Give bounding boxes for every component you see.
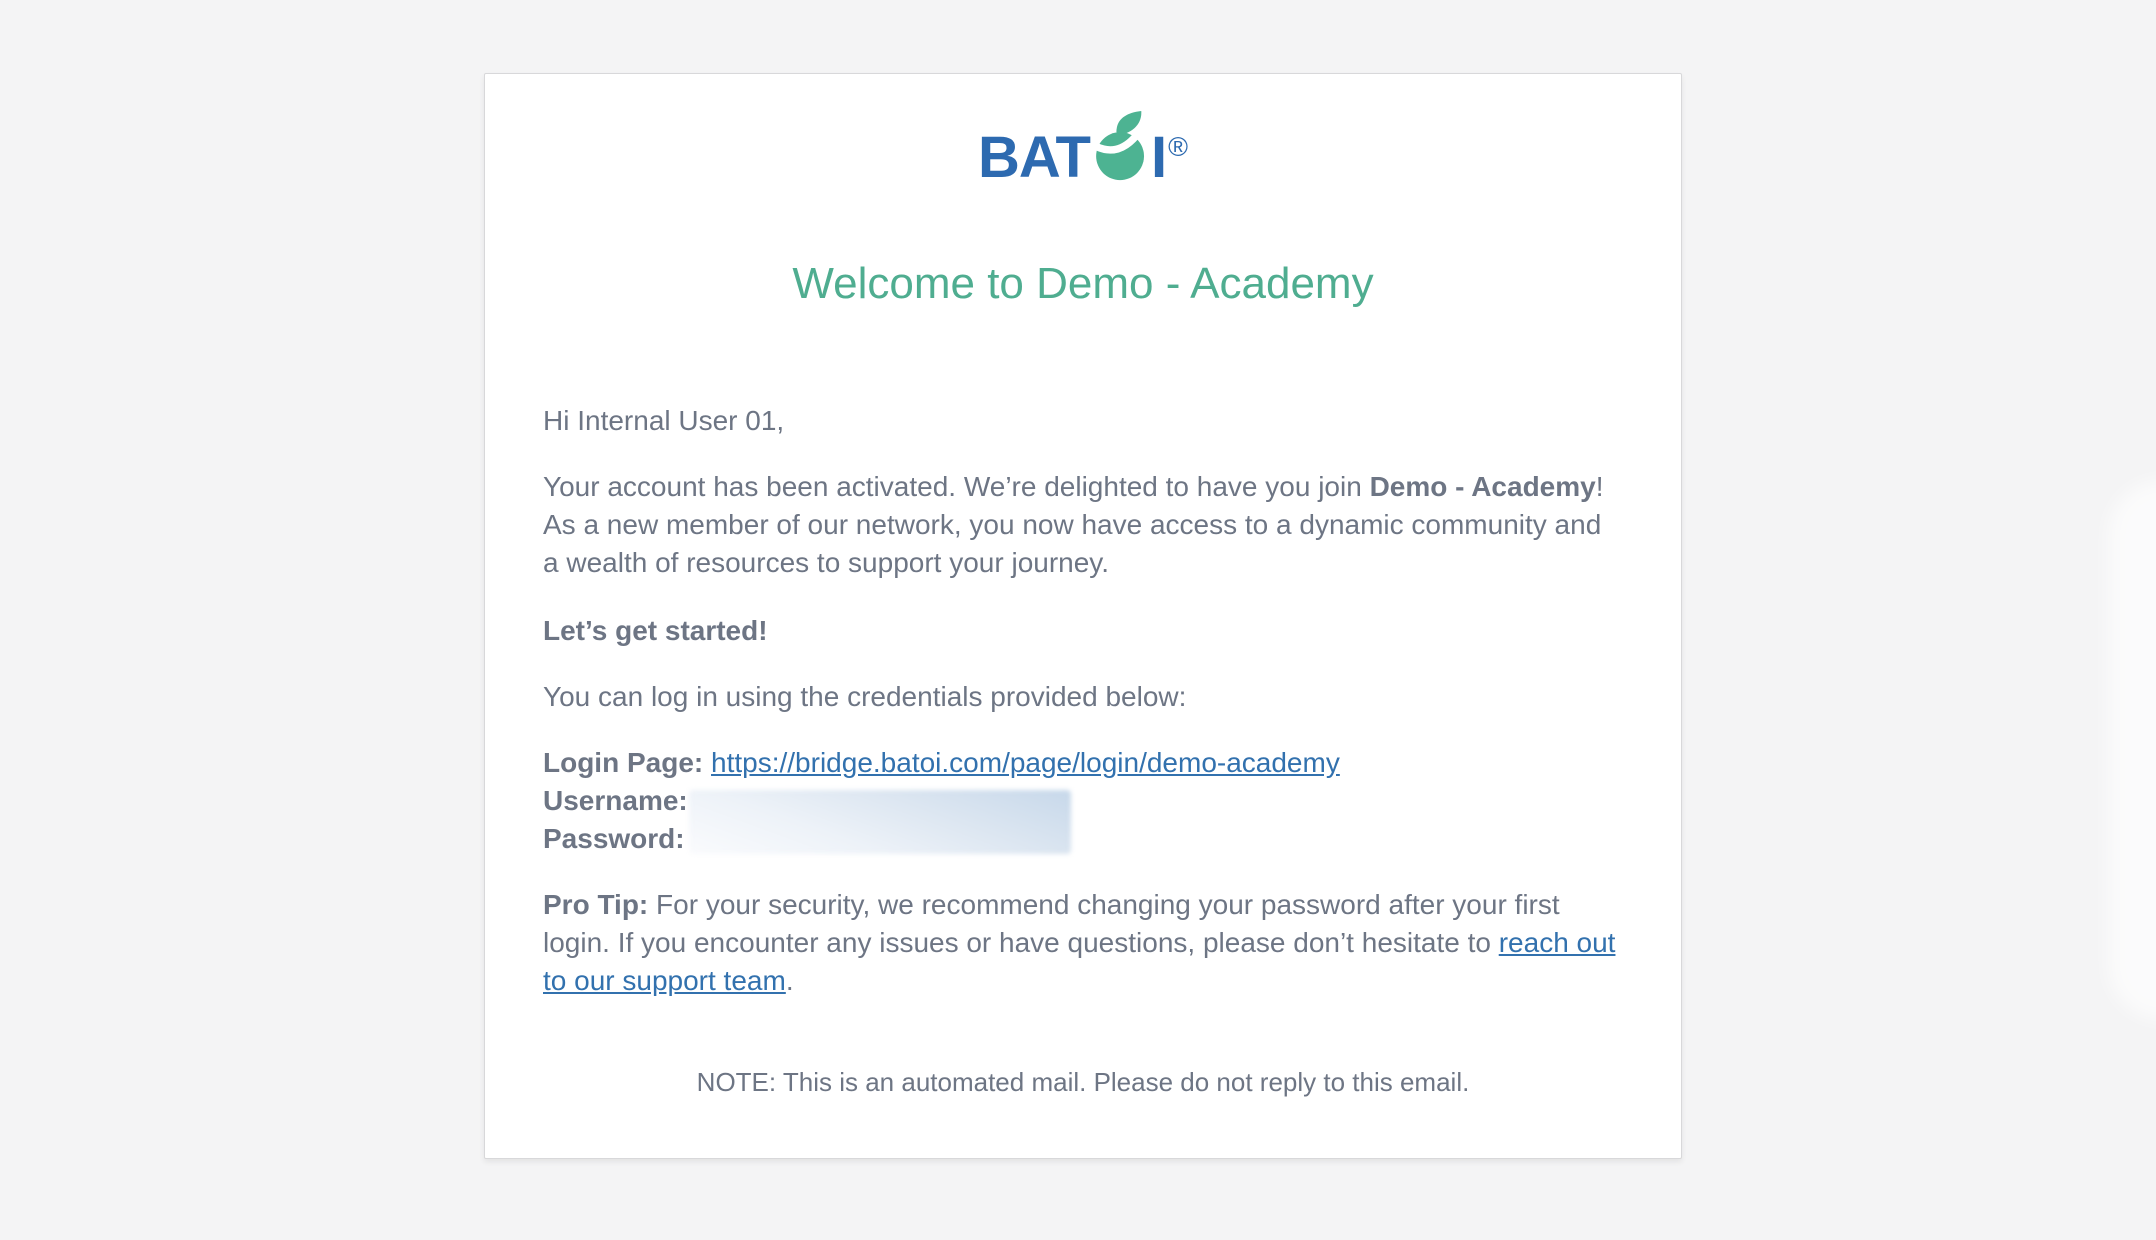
pro-tip-after-link: .	[785, 965, 794, 996]
logo-text-i: I	[1150, 125, 1167, 190]
intro-before-bold: Your account has been activated. We’re delighted to have you join	[543, 471, 1370, 502]
intro-paragraph	[543, 468, 1623, 582]
automated-mail-note: NOTE: This is an automated mail. Please do not reply to this email.	[696, 1067, 1470, 1097]
email-card	[484, 73, 1682, 1159]
credentials-redaction-blur	[689, 790, 1071, 854]
greeting-text: Hi Internal User 01,	[543, 405, 785, 436]
intro-after-bold: ! As a new member of our network, you now have access to a dynamic community and a wealth of resources to support your journey.	[543, 471, 1604, 578]
welcome-heading: Welcome to Demo - Academy	[792, 259, 1374, 308]
username-label: Username:	[543, 785, 688, 816]
pro-tip-text: For your security, we recommend changing your password after your first login. If you encounter any issues or have questions, please don’t hesitate to	[543, 889, 1560, 958]
apple-leaf-icon	[1093, 111, 1149, 181]
login-page-label: Login Page:	[543, 747, 704, 778]
batoi-logo	[543, 127, 1623, 189]
intro-bold-academy-name: Demo - Academy	[1369, 471, 1596, 502]
credentials-block	[543, 744, 1623, 858]
right-edge-highlight	[2108, 480, 2156, 1020]
get-started-text: Let’s get started!	[543, 615, 768, 646]
pro-tip-paragraph	[543, 886, 1623, 1000]
credentials-intro-text: You can log in using the credentials provided below:	[543, 681, 1187, 712]
login-page-link[interactable]: https://bridge.batoi.com/page/login/demo-academy	[711, 747, 1340, 778]
logo-text-bat: BAT	[978, 125, 1090, 190]
password-label: Password:	[543, 823, 685, 854]
support-team-link[interactable]: reach out to our support team	[543, 927, 1616, 996]
pro-tip-label: Pro Tip:	[543, 889, 649, 920]
registered-trademark-icon: ®	[1168, 132, 1188, 162]
login-page-row	[543, 744, 1623, 782]
